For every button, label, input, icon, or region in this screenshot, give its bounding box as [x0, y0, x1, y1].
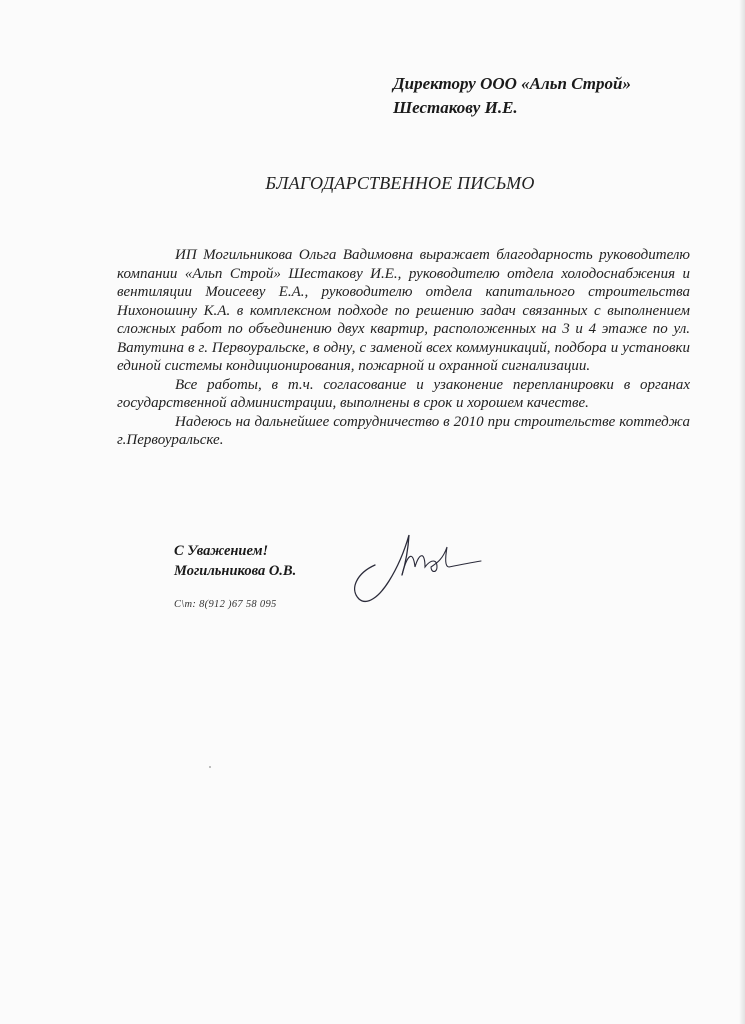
contact-phone: С\т: 8(912 )67 58 095	[174, 599, 277, 610]
addressee-block	[393, 72, 723, 120]
letter-title: БЛАГОДАРСТВЕННОЕ ПИСЬМО	[265, 173, 535, 193]
body-paragraph-3: Надеюсь на дальнейшее сотрудничество в 2010 при строительстве коттеджа г.Первоуральске.	[117, 413, 690, 448]
letter-body	[117, 246, 690, 450]
signoff-name: Могильникова О.В.	[174, 563, 297, 579]
body-paragraph-1: ИП Могильникова Ольга Вадимовна выражает благодарность руководителю компании «Альп Строй» Шестакову И.Е., руководителю отдела холодоснабжения и вентиляции Моисееву Е.А., руководителю отдела капитального строительства Нихоношину К.А. в комплексном подходе по решению задач связанных с выполнением сложных работ по объединению двух квартир, расположенных на 3 и 4 этаже по ул. Ватутина в г. Первоуральске, в одну, с заменой всех коммуникаций, подбора и установки единой системы кондиционирования, пожарной и охранной сигнализации.	[117, 247, 690, 374]
body-paragraph-2: Все работы, в т.ч. согласование и узаконение перепланировки в органах государственной администрации, выполнены в срок и хорошем качестве.	[117, 376, 690, 411]
signoff-greeting: С Уважением!	[174, 543, 269, 559]
handwritten-signature	[345, 525, 485, 610]
signoff-block	[174, 541, 296, 581]
addressee-line-name: Шестакову И.Е.	[393, 98, 518, 117]
scan-speck	[209, 766, 211, 768]
scan-edge-shadow	[739, 0, 745, 1024]
addressee-line-company: Директору ООО «Альп Строй»	[393, 74, 631, 93]
